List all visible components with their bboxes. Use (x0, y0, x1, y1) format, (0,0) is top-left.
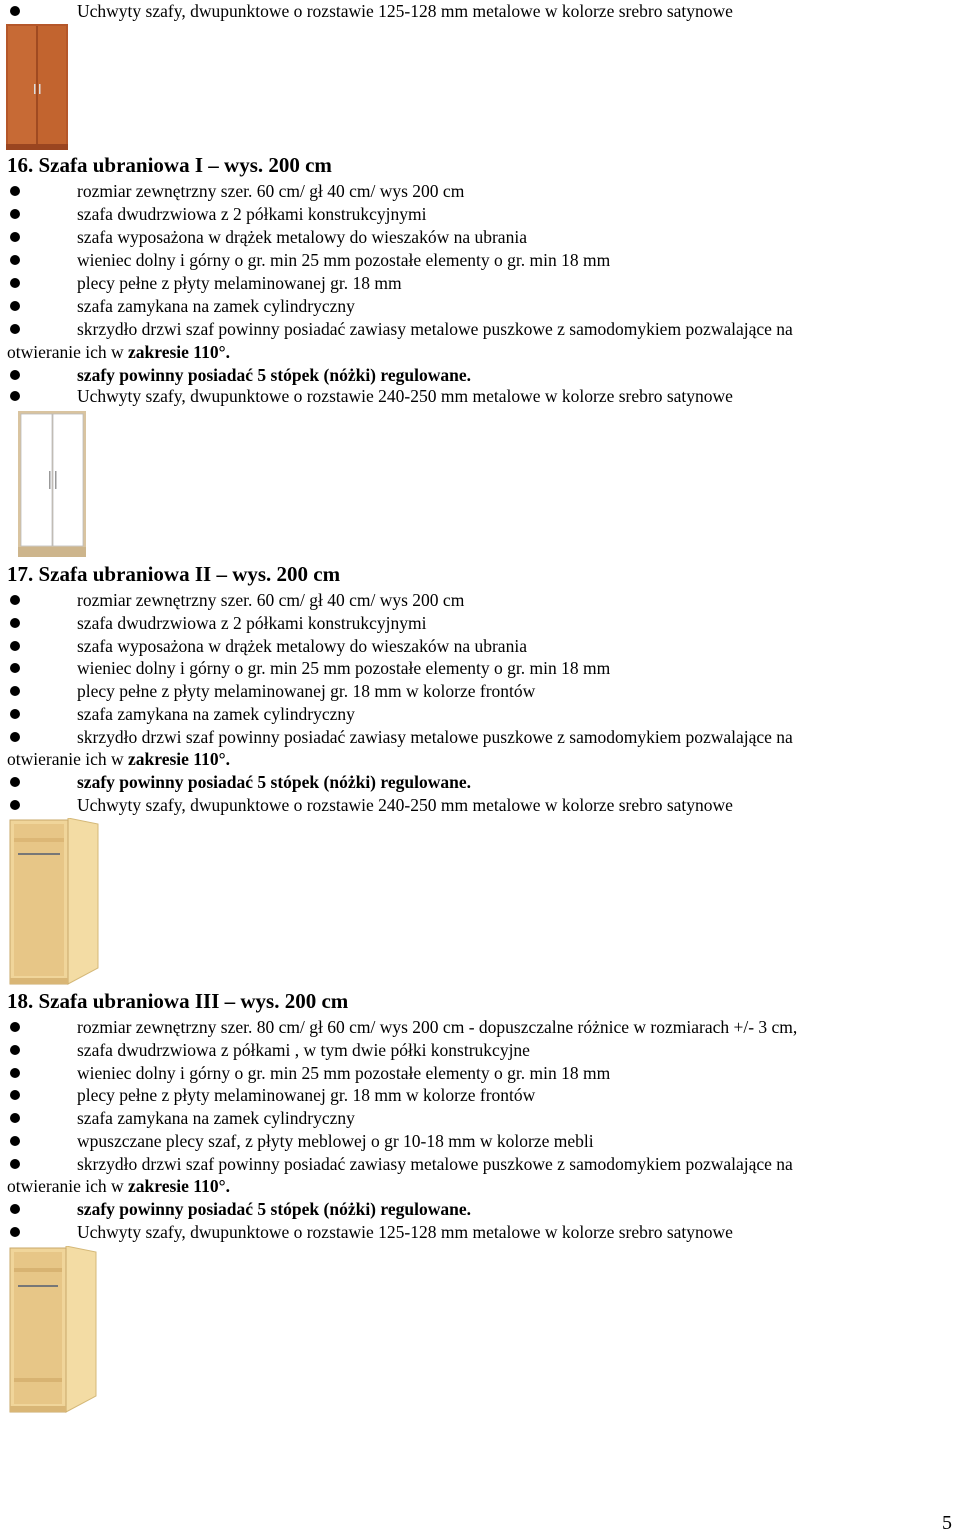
bullet-icon (10, 1068, 20, 1078)
wardrobe-beech-open-shelves-image (8, 1246, 100, 1416)
document-page: Uchwyty szafy, dwupunktowe o rozstawie 125-128 mm metalowe w kolorze srebro satynowe 16. Szafa ubraniowa I – wys. 200 cm rozmiar zewnętrzny szer. 60 cm/ gł 40 cm/ wys 200 cm szafa dwudrzwiowa z 2 półkami konstrukcyjnymi szafa wyposażona w drążek metalowy do wieszaków na ubrania wieniec dolny i górny o gr. min 25 mm pozostałe elementy o gr. min 18 mm plecy pełne z płyty melaminowanej gr. 18 mm szafa zamykana na zamek cylindryczny skrzydło drzwi szaf powinny posiadać zawiasy metalowe puszkowe z samodomykiem pozwalające na otwieranie ich w zakresie 110°. szafy powinny posiadać 5 stópek (nóżki) regulowane. Uchwyty szafy, dwupunktowe o rozstawie 240-250 mm metalowe w kolorze srebro satynowe 17. Szafa ubraniowa II – wys. 200 cm rozmiar zewnętrzny szer. 60 cm/ gł 40 cm/ wys 200 cm szafa dwudrzwiowa z 2 półkami konstrukcyjnymi szafa wyposażona w drążek metalowy do wieszaków na ubrania wieniec dolny i górny o gr. min 25 mm pozostałe elementy o gr. min 18 mm plecy pełne z płyty melaminowanej gr. 18 mm w kolorze frontów szafa zamykana na zamek cylindryczny skrzydło drzwi szaf powinny posiadać zawiasy metalowe puszkowe z samodomykiem pozwalające na otwieranie ich w zakresie 110°. szafy powinny posiadać 5 stópek (nóżki) regulowane. Uchwyty szafy, dwupunktowe o rozstawie 240-250 mm metalowe w kolorze srebro satynowe 18. Szafa ubraniowa III – wys. 200 cm rozmiar zewnętrzny szer. 80 cm/ gł 60 cm/ wys 200 cm - dopuszczalne różnice w rozmiarach +/- 3 cm, szafa dwudrzwiowa z półkami , w tym dwie półki konstrukcyjne wieniec dolny i górny o gr. min 25 mm pozostałe elementy o gr. min 18 mm plecy pełne z płyty melaminowanej gr. 18 mm w kolorze frontów szafa zamykana na zamek cylindryczny wpuszczane plecy szaf, z płyty meblowej o gr 10-18 mm w kolorze mebli skrzydło drzwi szaf powinny posiadać zawiasy metalowe puszkowe z samodomykiem pozwalające na otwieranie ich w zakresie 110°. szafy powinny posiadać 5 stópek (nóżki) regulowane. Uchwyty szafy, dwupunktowe o rozstawie 125-128 mm metalowe w kolorze srebro satynowe 5 (7, 1, 952, 1534)
bullet-icon (10, 1204, 20, 1214)
bullet-icon (10, 800, 20, 810)
section-heading: 17. Szafa ubraniowa II – wys. 200 cm (7, 562, 341, 586)
bullet-icon (10, 732, 20, 742)
bullet-icon (10, 209, 20, 219)
section-heading: 16. Szafa ubraniowa I – wys. 200 cm (7, 153, 332, 177)
wardrobe-cherry-image (6, 24, 68, 152)
bullet-icon (10, 686, 20, 696)
list-item-text: Uchwyty szafy, dwupunktowe o rozstawie 125-128 mm metalowe w kolorze srebro satynowe (77, 1, 733, 21)
bullet-icon (10, 777, 20, 787)
bullet-icon (10, 1022, 20, 1032)
bullet-icon (10, 1090, 20, 1100)
bullet-icon (10, 709, 20, 719)
wardrobe-white-image (18, 411, 86, 557)
bullet-icon (10, 232, 20, 242)
page-number: 5 (942, 1512, 952, 1534)
bullet-icon (10, 255, 20, 265)
list-item-continuation: otwieranie ich w zakresie 110°. (7, 1176, 230, 1196)
bullet-icon (10, 1159, 20, 1169)
bullet-icon (10, 370, 20, 380)
bullet-icon (10, 641, 20, 651)
bullet-icon (10, 595, 20, 605)
bullet-icon (10, 663, 20, 673)
bullet-icon (10, 278, 20, 288)
bullet-icon (10, 186, 20, 196)
bullet-icon (10, 301, 20, 311)
bullet-icon (10, 391, 20, 401)
bullet-icon (10, 618, 20, 628)
wardrobe-beech-open-image (8, 818, 100, 988)
bullet-icon (10, 1045, 20, 1055)
list-item-continuation: otwieranie ich w zakresie 110°. (7, 749, 230, 769)
bullet-icon (10, 324, 20, 334)
list-item-continuation: otwieranie ich w zakresie 110°. (7, 342, 230, 362)
bullet-icon (10, 1113, 20, 1123)
bullet-icon (10, 1136, 20, 1146)
section-heading: 18. Szafa ubraniowa III – wys. 200 cm (7, 989, 349, 1013)
bullet-icon (10, 1227, 20, 1237)
bullet-icon (10, 6, 20, 16)
